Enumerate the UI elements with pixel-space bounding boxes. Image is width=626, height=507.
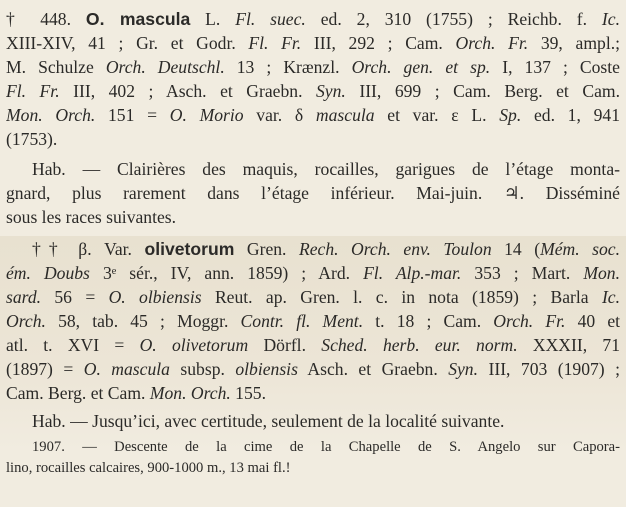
text-run: et var. ε L. [374, 105, 500, 126]
text-run: var. δ [243, 105, 316, 126]
text-line [6, 333, 620, 357]
text-run: XXXII, 71 [517, 335, 620, 356]
text-run: 3ᵉ sér., IV, ann. 1859) ; Ard. [89, 262, 364, 283]
italic-reference: Orch. Deutschl. [105, 57, 225, 78]
italic-reference: Ic. [601, 287, 620, 308]
italic-reference: O. olivetorum [139, 335, 249, 356]
italic-reference: Mém. soc. [540, 238, 620, 259]
text-run: sous les races suivantes. [6, 206, 177, 227]
text-line [6, 381, 620, 405]
text-run: Hab. — Clairières des maquis, rocailles, garigues de l’étage monta- [32, 158, 620, 179]
text-line [6, 127, 620, 151]
text-line [6, 205, 620, 229]
italic-reference: Syn. [448, 359, 479, 380]
text-line [6, 79, 620, 103]
text-run: III, 699 ; Cam. Berg. et Cam. [345, 81, 620, 102]
italic-reference: Mon. Orch. [6, 105, 96, 126]
variety-olivetorum-habitat [6, 409, 620, 433]
text-run: 353 ; Mart. [461, 262, 584, 283]
italic-reference: olbiensis [235, 359, 298, 380]
taxon-name: olivetorum [144, 238, 235, 259]
text-run: 40 et [565, 311, 620, 332]
italic-reference: ém. Doubs [6, 262, 90, 283]
text-run: atl. t. XVI = [6, 335, 140, 356]
text-line [6, 237, 620, 261]
italic-reference: Mon. [583, 262, 620, 283]
italic-reference: Orch. [6, 311, 46, 332]
text-run: 151 = [95, 105, 170, 126]
italic-reference: Sched. herb. eur. norm. [321, 335, 518, 356]
italic-reference: sard. [6, 287, 42, 308]
text-run: 58, tab. 45 ; Moggr. [45, 311, 241, 332]
italic-reference: Fl. suec. [235, 9, 306, 29]
text-run: t. 18 ; Cam. [363, 311, 494, 332]
entry-448-habitat [6, 157, 620, 229]
text-run: M. Schulze [6, 57, 106, 78]
text-run: gnard, plus rarement dans l’étage inférieur. Mai-juin. ♃. Disséminé [6, 182, 620, 203]
entry-448 [6, 7, 620, 229]
text-line [6, 55, 620, 79]
text-run: 14 ( [491, 238, 541, 259]
italic-reference: mascula [315, 105, 375, 126]
text-line [6, 157, 620, 181]
text-run: Dörfl. [248, 335, 322, 356]
text-line [6, 309, 620, 333]
taxon-name: O. mascula [85, 9, 191, 29]
variety-olivetorum-citation [6, 237, 620, 406]
text-run: †† β. Var. [32, 238, 145, 259]
italic-reference: Fl. Fr. [248, 33, 302, 54]
text-line [6, 103, 620, 127]
italic-reference: O. mascula [83, 359, 170, 380]
text-run: 56 = [41, 287, 109, 308]
text-run: (1897) = [6, 359, 84, 380]
italic-reference: Mon. Orch. [149, 383, 231, 404]
text-run: † 448. [6, 9, 86, 29]
italic-reference: Sp. [499, 105, 522, 126]
text-run: I, 137 ; Coste [490, 57, 620, 78]
italic-reference: Orch. gen. et sp. [351, 57, 491, 78]
text-run: III, 402 ; Asch. et Graebn. [59, 81, 316, 102]
text-line [6, 285, 620, 309]
text-line [6, 437, 620, 458]
text-run: III, 703 (1907) ; [478, 359, 620, 380]
text-run: subsp. [169, 359, 236, 380]
text-line [6, 181, 620, 205]
italic-reference: Contr. fl. Ment. [240, 311, 364, 332]
text-run: XIII-XIV, 41 ; Gr. et Godr. [6, 33, 249, 54]
italic-reference: O. Morio [169, 105, 244, 126]
italic-reference: Syn. [316, 81, 346, 102]
text-run: Asch. et Graebn. [297, 359, 449, 380]
italic-reference: Rech. Orch. env. Toulon [298, 238, 492, 259]
text-run: Cam. Berg. et Cam. [6, 383, 150, 404]
text-line [6, 458, 620, 479]
variety-olivetorum-locality [6, 437, 620, 479]
text-run: 13 ; Krænzl. [224, 57, 352, 78]
text-line [6, 7, 620, 31]
text-line [6, 31, 620, 55]
text-run: 155. [230, 383, 266, 404]
text-run: III, 292 ; Cam. [301, 33, 456, 54]
entry-448-citation [6, 7, 620, 152]
text-line [6, 261, 620, 285]
text-run: ed. 2, 310 (1755) ; Reichb. f. [305, 9, 602, 29]
text-run: L. [190, 9, 236, 29]
text-run: Hab. — Jusqu’ici, avec certitude, seulement de la localité suivante. [32, 410, 505, 431]
text-run: Gren. [234, 238, 299, 259]
text-line [6, 357, 620, 381]
text-run: ed. 1, 941 [521, 105, 620, 126]
italic-reference: Orch. Fr. [493, 311, 566, 332]
italic-reference: Ic. [601, 9, 620, 29]
italic-reference: Orch. Fr. [455, 33, 529, 54]
variety-olivetorum [6, 237, 620, 479]
text-run: lino, rocailles calcaires, 900-1000 m., 13 mai fl.! [6, 459, 291, 476]
text-run: 39, ampl.; [528, 33, 620, 54]
italic-reference: O. olbiensis [108, 287, 202, 308]
italic-reference: Fl. Fr. [6, 81, 60, 102]
text-run: (1753). [6, 129, 58, 150]
italic-reference: Fl. Alp.-mar. [363, 262, 462, 283]
text-run: 1907. — Descente de la cime de la Chapelle de S. Angelo sur Capora- [32, 438, 620, 455]
text-run: Reut. ap. Gren. l. c. in nota (1859) ; Barla [201, 287, 602, 308]
text-line [6, 409, 620, 433]
